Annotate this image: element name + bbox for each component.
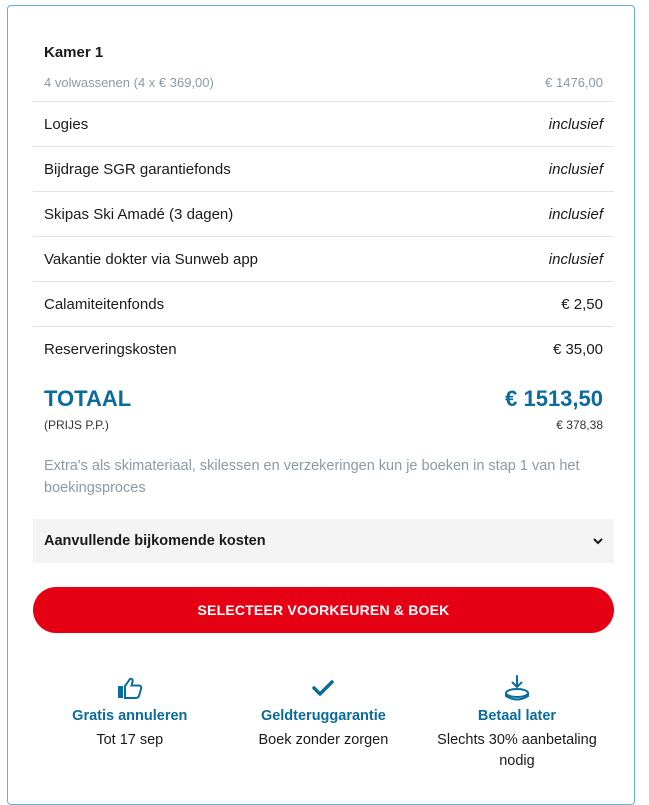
item-label: Calamiteitenfonds (44, 295, 165, 313)
chevron-down-icon (593, 534, 603, 548)
usp-title: Geldteruggarantie (260, 708, 386, 724)
price-items-list (33, 101, 614, 371)
list-item (33, 282, 614, 327)
per-person-amount: € 378,38 (556, 418, 603, 432)
item-value: € 35,00 (552, 340, 603, 358)
usp-desc: Tot 17 sep (96, 732, 164, 748)
room-subtotal: € 1476,00 (545, 75, 603, 90)
accordion-label: Aanvullende bijkomende kosten (44, 533, 266, 549)
thumbs-up-icon (33, 676, 227, 700)
usp-title: Betaal later (477, 708, 557, 724)
item-label: Skipas Ski Amadé (3 dagen) (44, 205, 234, 223)
extras-note: Extra's als skimateriaal, skilessen en verzekeringen kun je boeken in stap 1 van het boekingsproces (44, 458, 580, 496)
list-item (33, 327, 614, 371)
item-value: inclusief (548, 115, 603, 133)
list-item (33, 102, 614, 147)
item-value: inclusief (548, 250, 603, 268)
list-item (33, 237, 614, 282)
item-label: Reserveringskosten (44, 340, 177, 358)
list-item (33, 192, 614, 237)
item-value: inclusief (548, 160, 603, 178)
room-title: Kamer 1 (44, 44, 104, 61)
item-label: Bijdrage SGR garantiefonds (44, 160, 231, 178)
usp-list (33, 676, 614, 786)
room-persons-row (33, 75, 614, 95)
usp-free-cancellation (33, 676, 227, 786)
total-amount: € 1513,50 (505, 386, 603, 411)
item-value: € 2,50 (561, 295, 603, 313)
download-coins-icon (420, 676, 614, 700)
additional-costs-accordion[interactable] (33, 519, 614, 563)
total-block (33, 386, 614, 436)
list-item (33, 147, 614, 192)
usp-desc: Slechts 30% aanbetaling nodig (437, 732, 597, 769)
per-person-label: (PRIJS P.P.) (44, 418, 109, 432)
usp-title: Gratis annuleren (72, 708, 188, 724)
item-value: inclusief (548, 205, 603, 223)
item-label: Vakantie dokter via Sunweb app (44, 250, 259, 268)
usp-pay-later (420, 676, 614, 786)
usp-money-back (227, 676, 421, 786)
usp-desc: Boek zonder zorgen (258, 732, 389, 748)
price-summary-card (7, 5, 635, 805)
select-preferences-book-button[interactable]: SELECTEER VOORKEUREN & BOEK (33, 587, 614, 633)
item-label: Logies (44, 115, 89, 133)
room-persons: 4 volwassenen (4 x € 369,00) (44, 75, 214, 90)
total-label: TOTAAL (44, 386, 132, 411)
check-icon (227, 676, 421, 700)
